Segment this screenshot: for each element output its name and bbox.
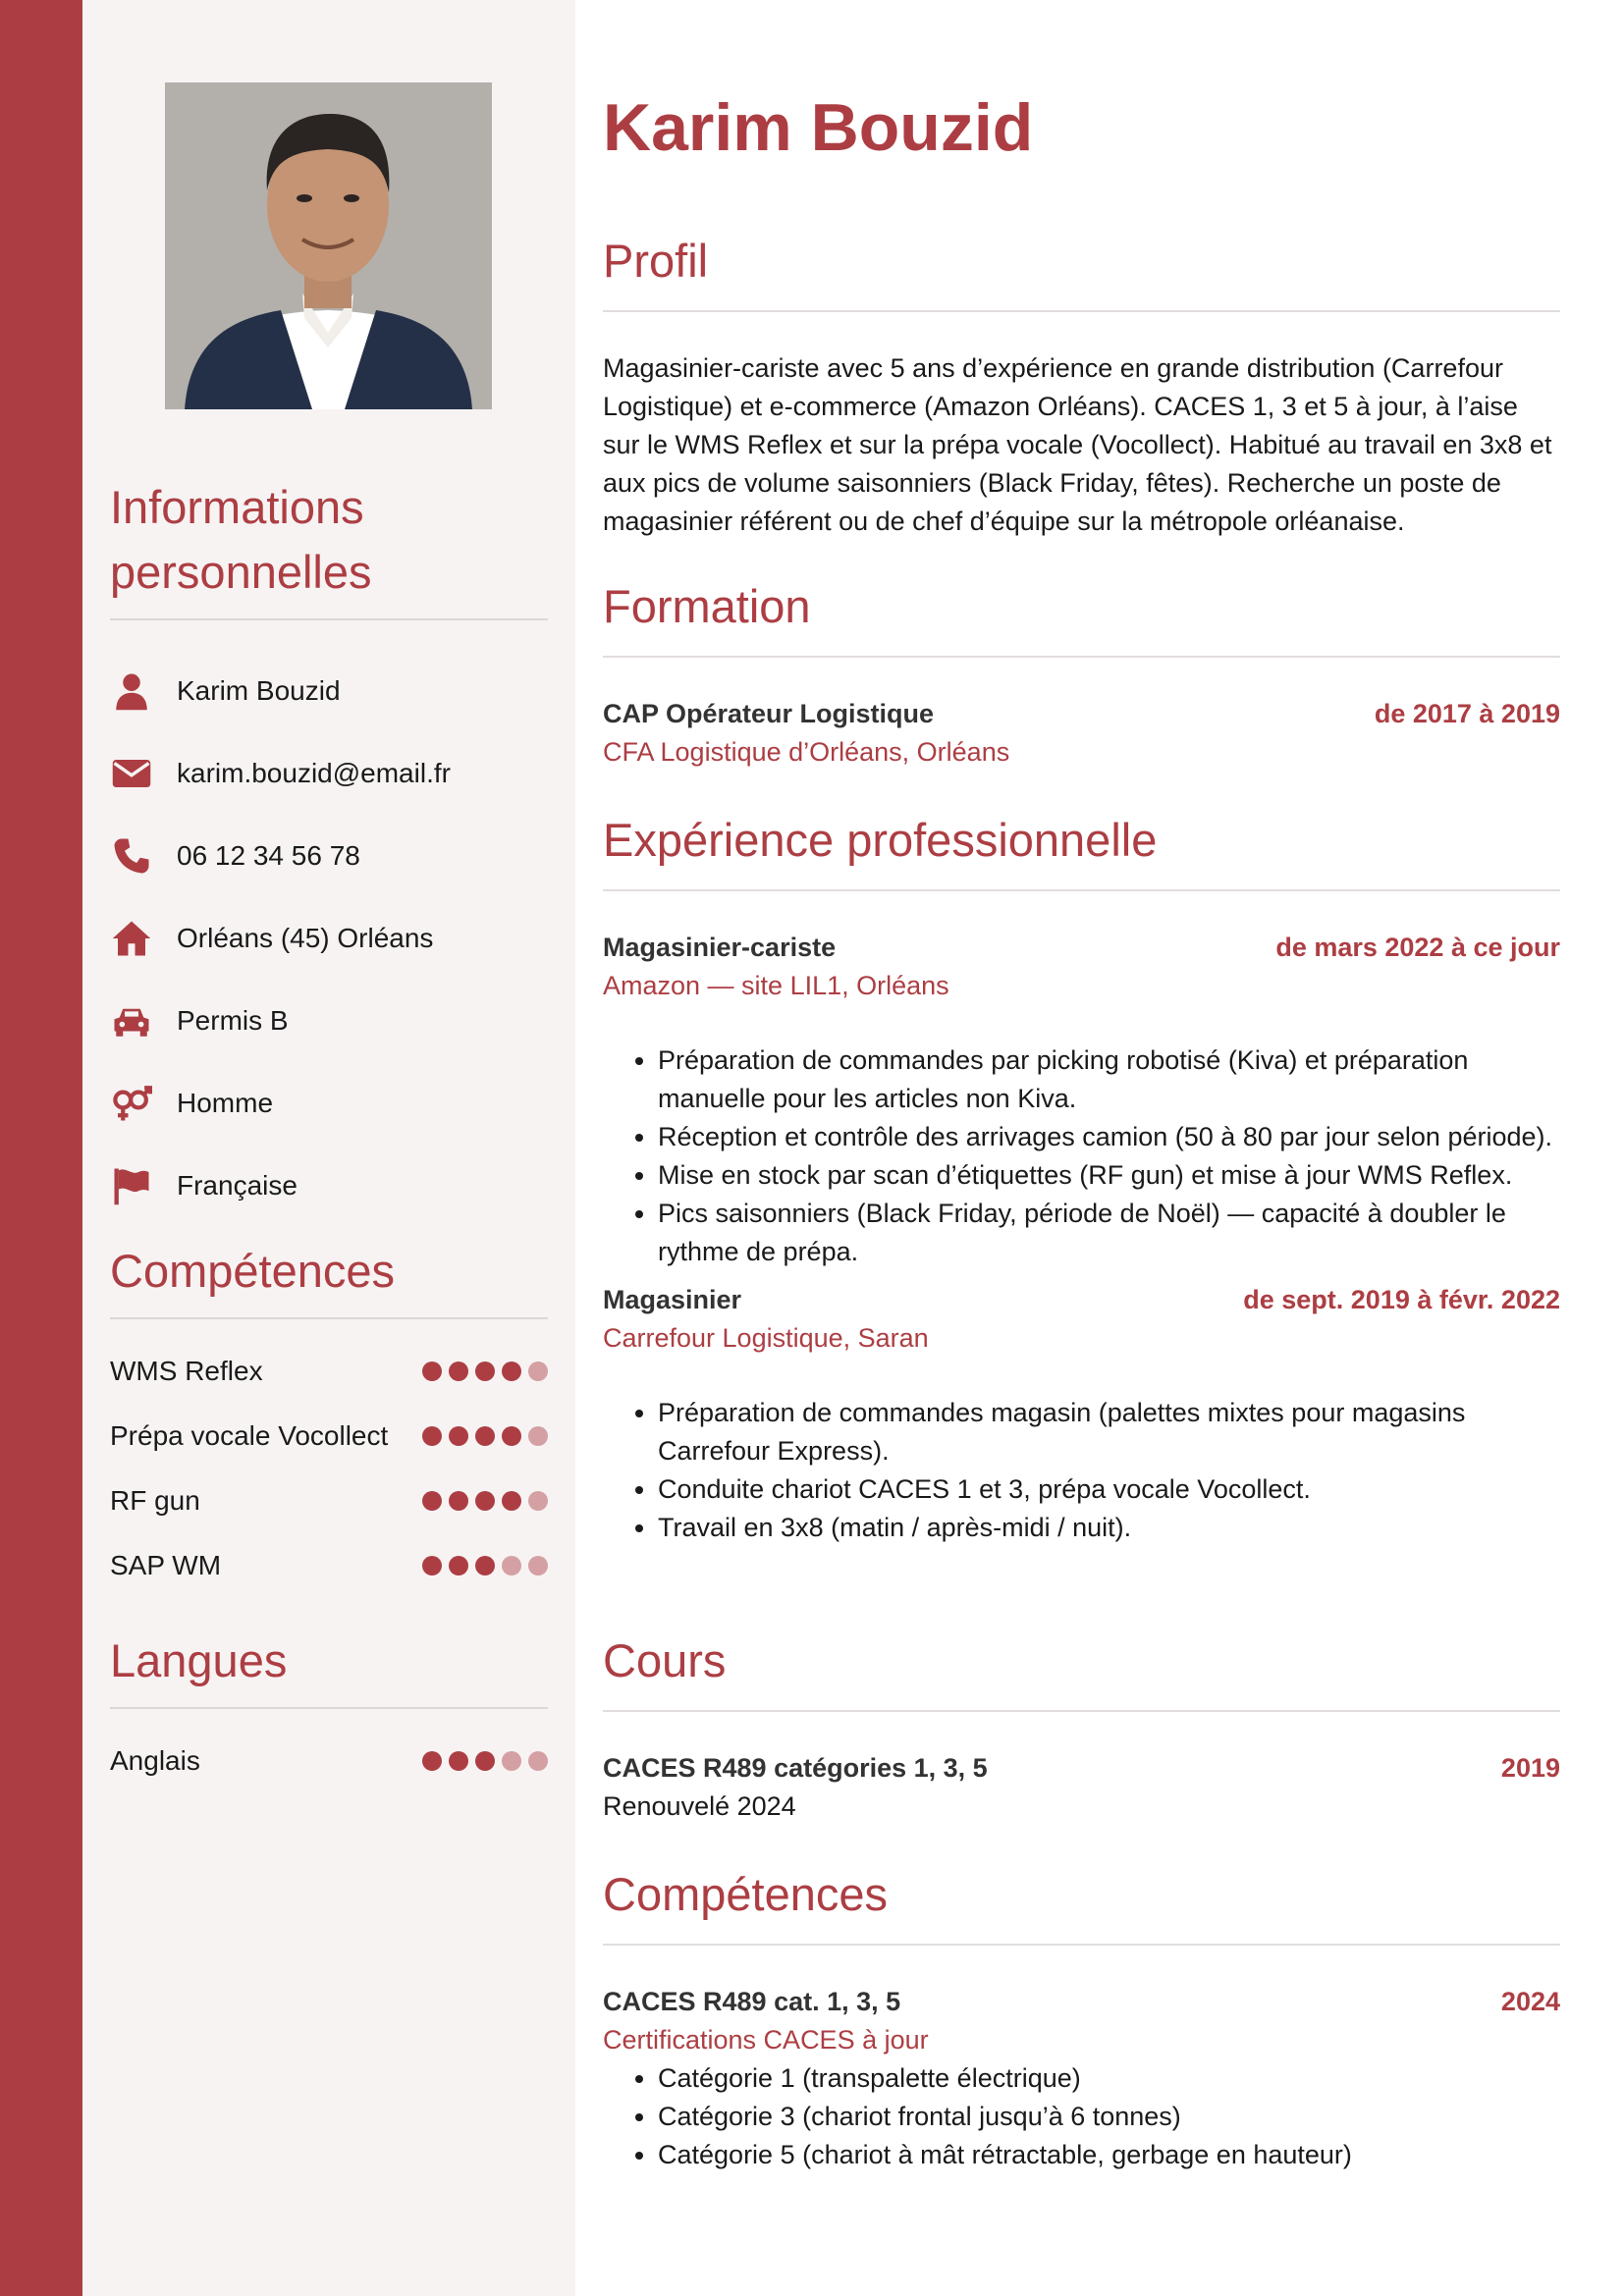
list-item: • Réception et contrôle des arrivages camion (50 à 80 par jour selon période). xyxy=(658,1118,1560,1156)
divider xyxy=(603,1944,1560,1946)
rating-dot-empty xyxy=(528,1751,548,1771)
skill-item-label: RF gun xyxy=(110,1485,200,1516)
skill-item xyxy=(110,1339,548,1404)
rating-dot-filled xyxy=(422,1556,442,1575)
info-item-nationality xyxy=(110,1145,548,1227)
rating-dot-filled xyxy=(502,1362,521,1381)
education-section xyxy=(603,577,1560,772)
list-item: • Catégorie 1 (transpalette électrique) xyxy=(658,2059,1560,2098)
rating-dot-filled xyxy=(475,1426,495,1446)
language-item-label: Anglais xyxy=(110,1745,200,1776)
entry-institution: CFA Logistique d’Orléans, Orléans xyxy=(603,737,1010,767)
rating-dot-filled xyxy=(475,1362,495,1381)
info-title-line-2: personnelles xyxy=(110,546,372,598)
info-section xyxy=(110,475,548,620)
rating-dot-empty xyxy=(528,1491,548,1511)
rating-dot-filled xyxy=(502,1491,521,1511)
rating-dot-filled xyxy=(502,1426,521,1446)
entry-employer: Amazon — site LIL1, Orléans xyxy=(603,971,949,1000)
car-icon xyxy=(110,999,153,1042)
entry-date: de 2017 à 2019 xyxy=(1374,699,1560,728)
language-item xyxy=(110,1729,548,1793)
skill-item xyxy=(110,1404,548,1468)
entry-note: Renouvelé 2024 xyxy=(603,1791,796,1821)
education-entry-header xyxy=(603,695,1560,733)
rating-dot-filled xyxy=(449,1426,468,1446)
education-title: Formation xyxy=(603,580,811,632)
rating-dots xyxy=(422,1426,548,1446)
experience-entry-header xyxy=(603,1281,1560,1319)
experience-bullets xyxy=(603,1041,1560,1271)
phone-icon xyxy=(110,834,153,878)
info-item-phone xyxy=(110,815,548,897)
divider xyxy=(603,889,1560,891)
competence-entry-header xyxy=(603,1983,1560,2021)
entry-date: de sept. 2019 à févr. 2022 xyxy=(1243,1285,1560,1314)
rating-dot-filled xyxy=(475,1556,495,1575)
skill-item-label: Prépa vocale Vocollect xyxy=(110,1420,389,1451)
gender-icon xyxy=(110,1082,153,1125)
info-list xyxy=(110,650,548,1227)
rating-dot-empty xyxy=(528,1556,548,1575)
list-item: • Pics saisonniers (Black Friday, période de Noël) — capacité à doubler le rythme de prépa. xyxy=(658,1195,1560,1271)
info-text: karim.bouzid@email.fr xyxy=(177,758,451,788)
info-item-name xyxy=(110,650,548,732)
languages-list xyxy=(110,1729,548,1793)
rating-dot-filled xyxy=(422,1751,442,1771)
divider xyxy=(603,1710,1560,1712)
rating-dot-empty xyxy=(502,1556,521,1575)
competences-section xyxy=(603,1865,1560,2174)
competence-bullets xyxy=(603,2059,1560,2174)
skill-item-label: WMS Reflex xyxy=(110,1356,263,1386)
info-item-license xyxy=(110,980,548,1062)
envelope-icon xyxy=(110,752,153,795)
experience-section xyxy=(603,811,1560,1547)
rating-dot-filled xyxy=(422,1426,442,1446)
list-item: • Préparation de commandes par picking robotisé (Kiva) et préparation manuelle pour les articles non Kiva. xyxy=(658,1041,1560,1118)
skills-section-title: Compétences xyxy=(110,1245,395,1297)
divider xyxy=(110,618,548,620)
experience-bullets xyxy=(603,1394,1560,1547)
divider xyxy=(110,1707,548,1709)
rating-dots xyxy=(422,1491,548,1511)
info-section-title xyxy=(110,475,548,605)
rating-dots xyxy=(422,1362,548,1381)
profile-photo xyxy=(165,82,492,409)
entry-title: CACES R489 cat. 1, 3, 5 xyxy=(603,1987,901,2016)
profile-section xyxy=(603,232,1560,541)
flag-icon xyxy=(110,1164,153,1207)
divider xyxy=(110,1317,548,1319)
rating-dot-filled xyxy=(449,1556,468,1575)
courses-title: Cours xyxy=(603,1634,727,1686)
list-item: • Préparation de commandes magasin (palettes mixtes pour magasins Carrefour Express). xyxy=(658,1394,1560,1470)
experience-entry-header xyxy=(603,929,1560,967)
rating-dot-filled xyxy=(449,1751,468,1771)
skill-item xyxy=(110,1468,548,1533)
info-text: 06 12 34 56 78 xyxy=(177,840,360,871)
list-item: • Mise en stock par scan d’étiquettes (RF gun) et mise à jour WMS Reflex. xyxy=(658,1156,1560,1195)
entry-employer: Carrefour Logistique, Saran xyxy=(603,1323,929,1353)
rating-dot-filled xyxy=(449,1491,468,1511)
rating-dot-filled xyxy=(422,1491,442,1511)
info-item-email xyxy=(110,732,548,815)
info-text: Française xyxy=(177,1170,298,1201)
rating-dots xyxy=(422,1751,548,1771)
entry-date: 2024 xyxy=(1500,1987,1560,2016)
divider xyxy=(603,310,1560,312)
skill-item-label: SAP WM xyxy=(110,1550,222,1580)
list-item: • Conduite chariot CACES 1 et 3, prépa vocale Vocollect. xyxy=(658,1470,1560,1509)
rating-dot-empty xyxy=(528,1426,548,1446)
entry-title: CACES R489 catégories 1, 3, 5 xyxy=(603,1753,988,1783)
rating-dot-empty xyxy=(502,1751,521,1771)
entry-date: 2019 xyxy=(1500,1753,1560,1783)
languages-section-title: Langues xyxy=(110,1634,288,1686)
languages-section xyxy=(110,1629,548,1793)
courses-section xyxy=(603,1631,1560,1826)
info-item-gender xyxy=(110,1062,548,1145)
list-item: • Catégorie 3 (chariot frontal jusqu’à 6 tonnes) xyxy=(658,2098,1560,2136)
info-text: Permis B xyxy=(177,1005,289,1036)
entry-subtitle: Certifications CACES à jour xyxy=(603,2025,929,2055)
competences-title: Compétences xyxy=(603,1868,888,1920)
info-title-line-1: Informations xyxy=(110,481,364,533)
rating-dot-filled xyxy=(449,1362,468,1381)
info-text: Homme xyxy=(177,1088,274,1118)
profile-text: Magasinier-cariste avec 5 ans d’expérience en grande distribution (Carrefour Logistique) et e-commerce (Amazon Orléans). CACES 1, 3 et 5 à jour, à l’aise sur le WMS Reflex et sur la prépa vocale (Vocollect). Habitué au travail en 3x8 et aux pics de volume saisonniers (Black Friday, fêtes). Recherche un poste de magasinier référent ou de chef d’équipe sur la métropole orléanaise. xyxy=(603,353,1552,536)
info-text: Orléans (45) Orléans xyxy=(177,923,434,953)
rating-dot-filled xyxy=(475,1491,495,1511)
candidate-name: Karim Bouzid xyxy=(603,90,1034,165)
entry-title: Magasinier-cariste xyxy=(603,933,837,962)
skills-list xyxy=(110,1339,548,1598)
rating-dot-filled xyxy=(422,1362,442,1381)
rating-dot-filled xyxy=(475,1751,495,1771)
skills-section xyxy=(110,1239,548,1598)
divider xyxy=(603,656,1560,658)
entry-title: CAP Opérateur Logistique xyxy=(603,699,935,728)
list-item: • Catégorie 5 (chariot à mât rétractable, gerbage en hauteur) xyxy=(658,2136,1560,2174)
info-item-address xyxy=(110,897,548,980)
accent-strip xyxy=(0,0,82,2296)
entry-title: Magasinier xyxy=(603,1285,742,1314)
rating-dot-empty xyxy=(528,1362,548,1381)
person-icon xyxy=(110,669,153,713)
rating-dots xyxy=(422,1556,548,1575)
list-item: • Travail en 3x8 (matin / après-midi / nuit). xyxy=(658,1509,1560,1547)
entry-date: de mars 2022 à ce jour xyxy=(1275,933,1560,962)
course-entry-header xyxy=(603,1749,1560,1788)
experience-title: Expérience professionnelle xyxy=(603,814,1158,866)
home-icon xyxy=(110,917,153,960)
portrait-image xyxy=(165,82,492,409)
info-text: Karim Bouzid xyxy=(177,675,341,706)
skill-item xyxy=(110,1533,548,1598)
profile-title: Profil xyxy=(603,235,709,287)
